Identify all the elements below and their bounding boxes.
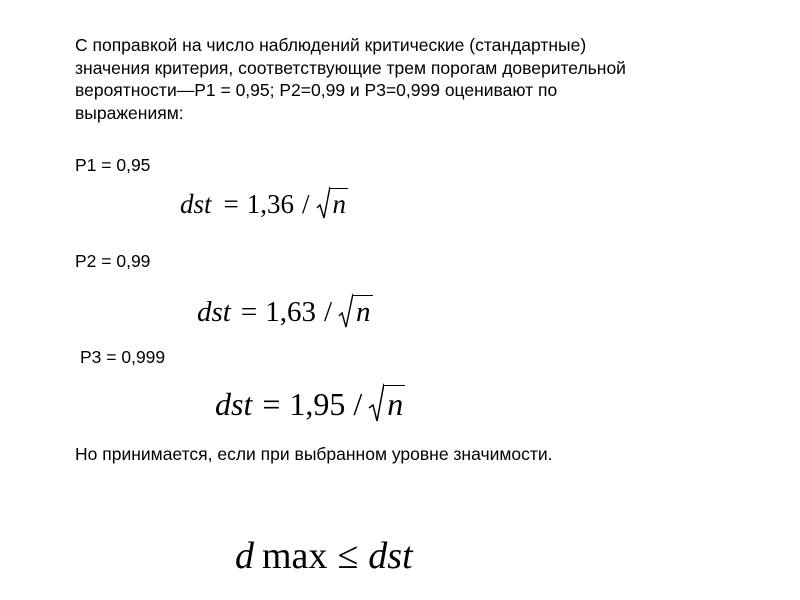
final-formula-func: max xyxy=(262,535,328,577)
formula-p3-sqrt xyxy=(368,383,405,423)
formula-p2-sqrt xyxy=(338,293,373,329)
formula-p1 xyxy=(180,184,348,220)
formula-p3-slash: / xyxy=(353,386,363,422)
radical-sign-icon xyxy=(368,383,384,423)
formula-p2-eq: = xyxy=(240,296,258,328)
radical-sign-icon xyxy=(338,293,353,329)
level-p1-label: Р1 = 0,95 xyxy=(75,155,151,175)
final-formula-op: ≤ xyxy=(337,535,359,577)
formula-p3-coef: 1,95 xyxy=(289,386,346,422)
formula-p2-radicand: n xyxy=(353,295,373,329)
radical-sign-icon xyxy=(316,186,330,220)
conclusion-text: Но принимается, если при выбранном уровне значимости. xyxy=(75,444,553,464)
formula-p3-eq: = xyxy=(262,386,281,422)
formula-p1-eq: = xyxy=(223,189,239,219)
level-p2-label: Р2 = 0,99 xyxy=(75,251,151,271)
formula-p2-coef: 1,63 xyxy=(265,296,316,328)
formula-p3-lhs: dst xyxy=(215,386,253,422)
formula-p1-sqrt xyxy=(316,186,349,220)
formula-p2-lhs: dst xyxy=(197,296,231,328)
formula-p1-slash: / xyxy=(302,189,310,219)
formula-p2 xyxy=(197,291,373,329)
formula-p2-slash: / xyxy=(323,296,333,328)
formula-p3-radicand: n xyxy=(384,385,405,423)
formula-p1-lhs: dst xyxy=(180,189,212,219)
final-formula-rhs: dst xyxy=(368,535,413,577)
intro-paragraph: С поправкой на число наблюдений критические (стандартные) значения критерия, соответствующие трем порогам доверительной вероятности—Р1 = 0,95; Р2=0,99 и Р3=0,999 оценивают по выражениям: xyxy=(75,35,626,123)
formula-p1-coef: 1,36 xyxy=(246,189,294,219)
level-p3-label: Р3 = 0,999 xyxy=(80,347,166,367)
final-formula xyxy=(235,532,413,578)
formula-p3 xyxy=(215,381,405,423)
final-formula-var: d xyxy=(235,535,254,577)
formula-p1-radicand: n xyxy=(330,188,349,220)
